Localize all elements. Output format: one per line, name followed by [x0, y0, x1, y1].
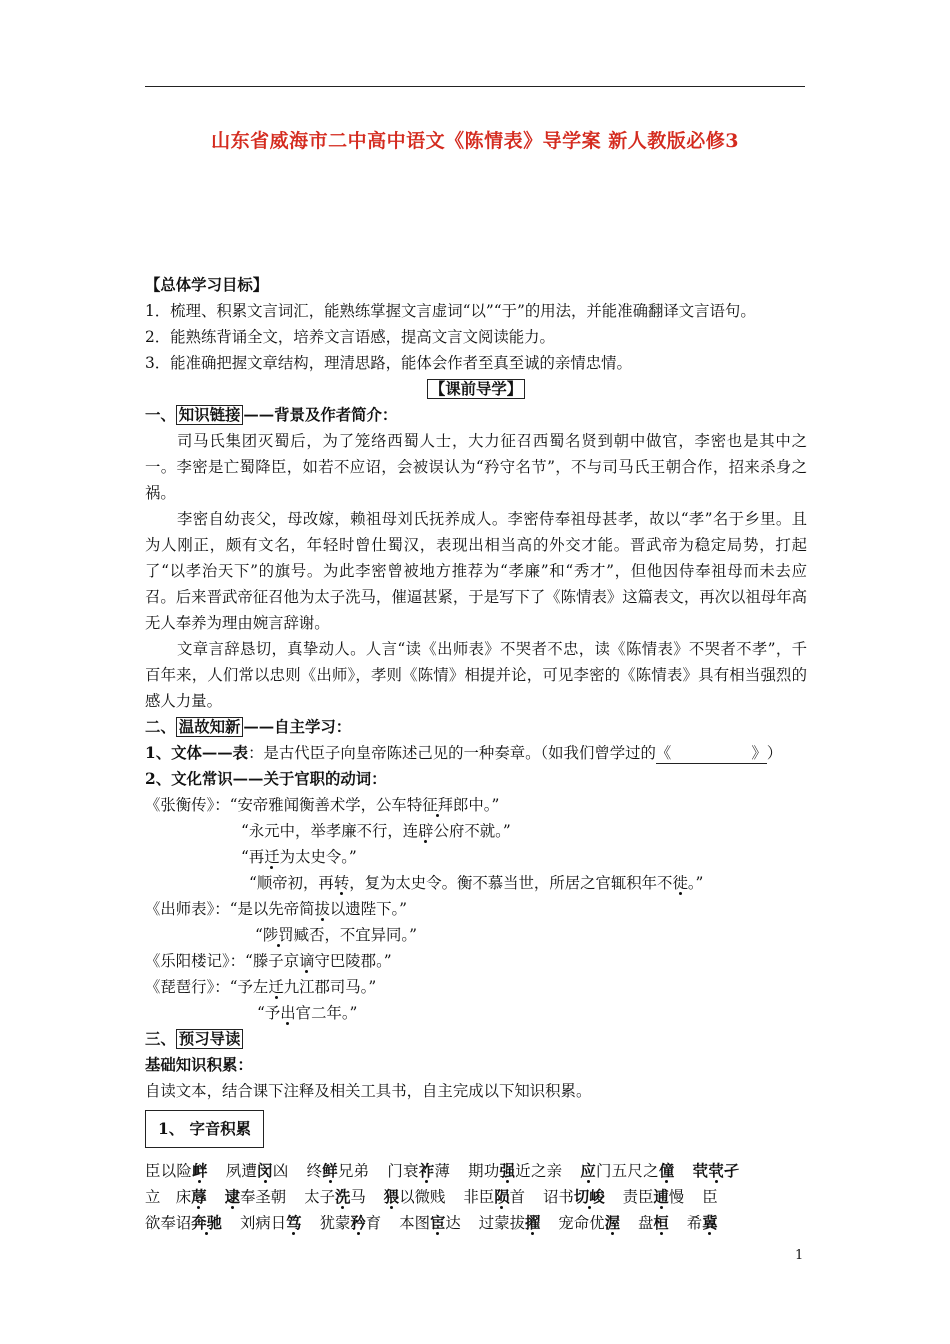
section-box-label: 知识链接 — [176, 405, 244, 425]
document-body — [145, 272, 807, 1236]
basic-knowledge-heading: 基础知识积累： — [145, 1056, 253, 1074]
guide-heading: 【课前导学】 — [145, 376, 807, 402]
quote-line: 《出师表》：“是以先帝简拔以遗陛下。” — [145, 900, 408, 918]
pronunciation-box-label: 1、 字音积累 — [145, 1110, 264, 1148]
genre-line: 1、文体——表：是古代臣子向皇帝陈述己见的一种奏章。（如我们曾学过的《 》） — [145, 744, 783, 762]
fill-blank[interactable]: 《 》 — [655, 744, 767, 762]
instruction-text: 自读文本，结合课下注释及相关工具书，自主完成以下知识积累。 — [145, 1082, 592, 1100]
char-item: 刘病日笃 — [239, 1214, 302, 1232]
section-box-label: 温故知新 — [176, 717, 244, 737]
char-item: 猥以微贱 — [383, 1188, 446, 1206]
goals-heading: 【总体学习目标】 — [145, 276, 269, 294]
document-title: 山东省威海市二中高中语文《陈情表》导学案 新人教版必修3 — [211, 130, 739, 152]
char-row — [145, 1184, 807, 1210]
char-item: 臣以险衅 — [145, 1162, 208, 1180]
section-one-heading: 一、 知识链接 ——背景及作者简介： — [145, 406, 398, 424]
goal-item: 2．能熟练背诵全文，培养文言语感，提高文言文阅读能力。 — [145, 328, 555, 346]
background-paragraph: 文章言辞恳切，真挚动人。人言“读《出师表》不哭者不忠，读《陈情表》不哭者不孝”，千百年来，人们常以忠则《出师》，孝则《陈情》相提并论，可见李密的《陈情表》具有相当强烈的感人力量。 — [145, 640, 807, 710]
char-item: 茕茕孑 — [692, 1162, 740, 1180]
quote-line: “顺帝初，再转，复为太史令。衡不慕当世，所居之官辄积年不徙。” — [249, 874, 704, 892]
background-paragraph: 司马氏集团灭蜀后，为了笼络西蜀人士，大力征召西蜀名贤到朝中做官，李密也是其中之一。李密是亡蜀降臣，如若不应诏，会被误认为“矜守名节”，不与司马氏王朝合作，招来杀身之祸。 — [145, 432, 807, 502]
char-item: 臣 — [702, 1188, 718, 1206]
section-box-label: 预习导读 — [176, 1029, 244, 1049]
char-item: 夙遭闵凶 — [225, 1162, 289, 1180]
char-item: 非臣陨首 — [463, 1188, 525, 1206]
char-item: 过蒙拔擢 — [478, 1214, 541, 1232]
quote-line: “永元中，举孝廉不行，连辟公府不就。” — [241, 822, 511, 840]
quote-line: 《乐阳楼记》：“滕子京谪守巴陵郡。” — [145, 952, 392, 970]
goal-item: 3．能准确把握文章结构，理清思路，能体会作者至真至诚的亲情忠情。 — [145, 354, 632, 372]
char-item: 本图宦达 — [399, 1214, 461, 1232]
char-row — [145, 1210, 807, 1236]
section-three-heading: 三、 预习导读 — [145, 1026, 807, 1052]
char-item: 犹蒙矜育 — [319, 1214, 382, 1232]
char-item: 太子洗马 — [304, 1188, 366, 1206]
char-item: 宠命优渥 — [558, 1214, 620, 1232]
char-item: 期功强近之亲 — [468, 1162, 563, 1180]
section-two-heading: 二、 温故知新 ——自主学习： — [145, 718, 352, 736]
char-item: 立 床蓐 — [145, 1188, 207, 1206]
char-row — [145, 1158, 807, 1184]
quote-line: 《张衡传》：“安帝雅闻衡善术学，公车特征拜郎中。” — [145, 796, 500, 814]
char-item: 盘桓 — [637, 1214, 669, 1232]
culture-heading: 2、文化常识——关于官职的动词： — [145, 770, 387, 788]
char-item: 责臣逋慢 — [622, 1188, 685, 1206]
char-item: 希冀 — [686, 1214, 718, 1232]
quote-line: “陟罚臧否，不宜异同。” — [255, 926, 417, 944]
char-item: 门衰祚薄 — [387, 1162, 451, 1180]
char-item: 应门五尺之僮 — [580, 1162, 675, 1180]
char-item: 欲奉诏奔驰 — [145, 1214, 222, 1232]
quote-line: 《琵琶行》：“予左迁九江郡司马。” — [145, 978, 377, 996]
quote-line: “予出官二年。” — [257, 1004, 358, 1022]
quote-line: “再迁为太史令。” — [241, 848, 357, 866]
char-item: 诏书切峻 — [543, 1188, 605, 1206]
background-paragraph: 李密自幼丧父，母改嫁，赖祖母刘氏抚养成人。李密侍奉祖母甚孝，故以“孝”名于乡里。且为人刚正，颇有文名，年轻时曾仕蜀汉，表现出相当高的外交才能。晋武帝为稳定局势，打起了“以孝治天下”的旗号。为此李密曾被地方推荐为“孝廉”和“秀才”，但他因侍奉祖母而未去应召。后来晋武帝征召他为太子洗马，催逼甚紧，于是写下了《陈情表》这篇表文，再次以祖母年高无人奉养为理由婉言辞谢。 — [145, 510, 807, 632]
char-item: 终鲜兄弟 — [306, 1162, 370, 1180]
goal-item: 1．梳理、积累文言词汇，能熟练掌握文言虚词“以”“于”的用法，并能准确翻译文言语句。 — [145, 302, 756, 320]
char-item: 逮奉圣朝 — [224, 1188, 287, 1206]
page-number: 1 — [795, 1248, 804, 1263]
header-rule — [145, 86, 805, 87]
